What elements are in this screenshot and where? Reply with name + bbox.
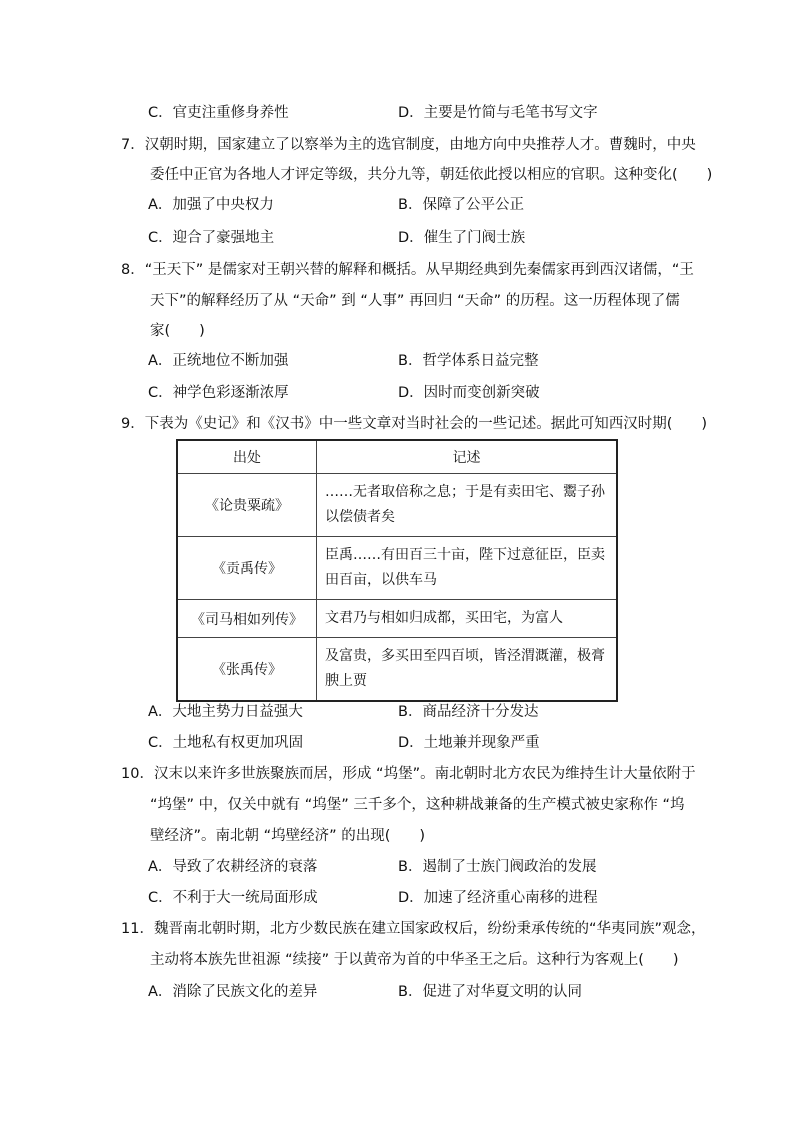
table-row [177,600,617,638]
table-cell-source: 《司马相如列传》 [177,600,317,638]
q9-option-d: D．土地兼并现象严重 [398,735,540,751]
q9-option-b: B．商品经济十分发达 [398,704,539,720]
q10-option-a: A．导致了农耕经济的衰落 [148,859,318,875]
q10-stem-line-3: 壁经济”。南北朝 “坞壁经济” 的出现( ) [150,828,426,844]
q7-stem-line-2: 委任中正官为各地人才评定等级，共分九等，朝廷依此授以相应的官职。这种变化( ) [150,167,713,183]
q10-option-d: D．加速了经济重心南移的进程 [398,890,598,906]
q6-option-c: C．官吏注重修身养性 [148,105,289,121]
q8-option-b: B．哲学体系日益完整 [398,353,539,369]
q9-stem-line-1: 9．下表为《史记》和《汉书》中一些文章对当时社会的一些记述。据此可知西汉时期( ) [121,416,708,432]
q7-option-a: A．加强了中央权力 [148,197,274,213]
table-cell-record: ……无者取倍称之息；于是有卖田宅、鬻子孙以偿债者矣 [317,474,618,537]
table-cell-record: 文君乃与相如归成都，买田宅，为富人 [317,600,618,638]
q7-stem-line-1: 7．汉朝时期，国家建立了以察举为主的选官制度，由地方向中央推荐人才。曹魏时，中央 [121,137,696,153]
q9-option-c: C．土地私有权更加巩固 [148,735,304,751]
table-cell-record: 及富贵，多买田至四百顷，皆泾渭溉灌，极膏腴上贾 [317,638,618,702]
q11-stem-line-2: 主动将本族先世祖源 “续接” 于以黄帝为首的中华圣王之后。这种行为客观上( ) [150,952,679,968]
q7-option-b: B．保障了公平公正 [398,197,524,213]
table-cell-record: 臣禹……有田百三十亩，陛下过意征臣，臣卖田百亩，以供车马 [317,537,618,600]
q8-stem-line-1: 8．“王天下” 是儒家对王朝兴替的解释和概括。从早期经典到先秦儒家再到西汉诸儒，“王 [121,262,694,278]
q8-option-c: C．神学色彩逐渐浓厚 [148,385,289,401]
q6-option-d: D．主要是竹简与毛笔书写文字 [398,105,598,121]
q10-stem-line-2: “坞堡” 中，仅关中就有 “坞堡” 三千多个，这种耕战兼备的生产模式被史家称作 “坞 [150,797,685,813]
q9-option-a: A．大地主势力日益强大 [148,704,303,720]
q8-stem-line-3: 家( ) [150,323,205,339]
q10-stem-line-1: 10．汉末以来许多世族聚族而居，形成 “坞堡”。南北朝时北方农民为维持生计大量依附于 [121,766,696,782]
q11-option-a: A．消除了民族文化的差异 [148,984,318,1000]
q10-option-b: B．遏制了士族门阀政治的发展 [398,859,597,875]
table-cell-source: 《论贵粟疏》 [177,474,317,537]
table-cell-source: 《张禹传》 [177,638,317,702]
table-cell-source: 《贡禹传》 [177,537,317,600]
q7-option-c: C．迎合了豪强地主 [148,230,275,246]
q8-option-a: A．正统地位不断加强 [148,353,289,369]
q9-records-table [176,439,618,702]
table-row [177,537,617,600]
table-header-row [177,440,617,474]
table-row [177,638,617,702]
table-row [177,474,617,537]
q8-stem-line-2: 天下”的解释经历了从 “天命” 到 “人事” 再回归 “天命” 的历程。这一历程体现了儒 [150,293,680,309]
q7-option-d: D．催生了门阀士族 [398,230,526,246]
q11-stem-line-1: 11．魏晋南北朝时期，北方少数民族在建立国家政权后，纷纷秉承传统的“华夷同族”观念， [121,921,706,937]
q8-option-d: D．因时而变创新突破 [398,385,540,401]
q11-option-b: B．促进了对华夏文明的认同 [398,984,582,1000]
table-header-source: 出处 [177,440,317,474]
q10-option-c: C．不利于大一统局面形成 [148,890,318,906]
table-header-record: 记述 [317,440,618,474]
